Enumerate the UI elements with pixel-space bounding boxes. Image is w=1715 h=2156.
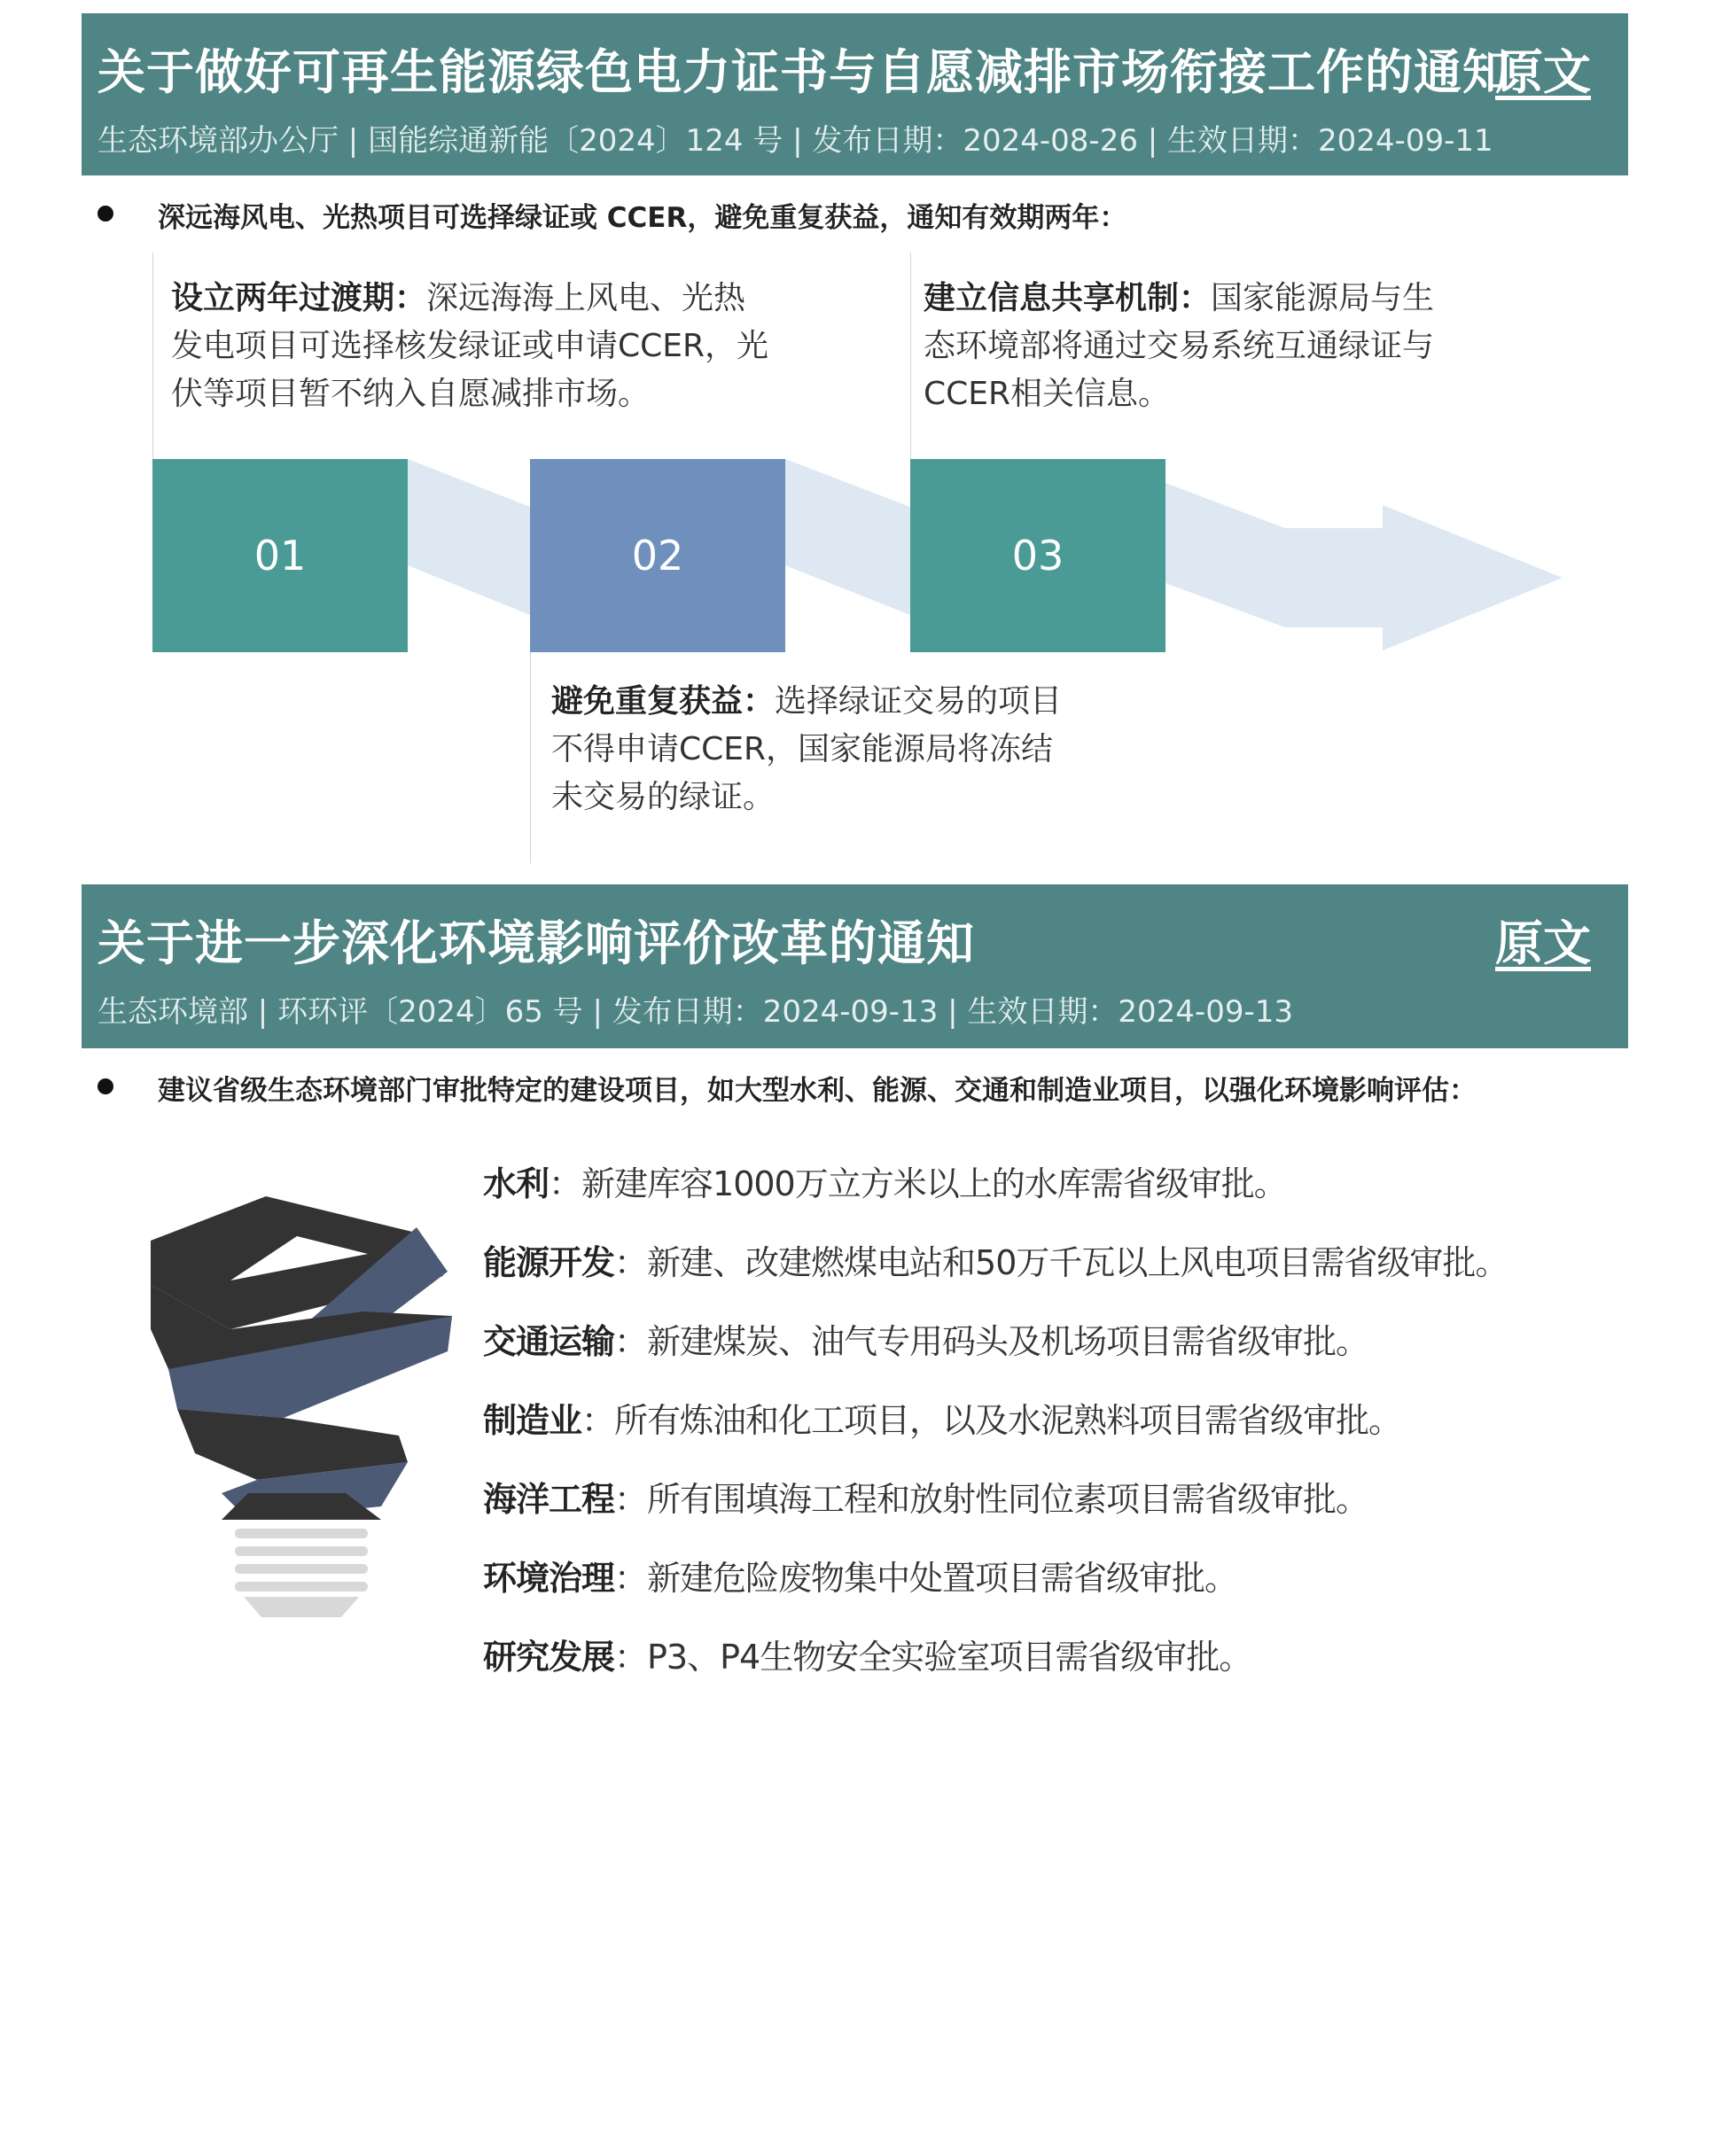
section1-title: 关于做好可再生能源绿色电力证书与自愿减排市场衔接工作的通知 (97, 44, 1511, 100)
arrow-band-2 (785, 459, 910, 615)
arrow-band-1 (408, 459, 530, 615)
list-item: 海洋工程：所有围填海工程和放射性同位素项目需省级审批。 (483, 1480, 1369, 1519)
timeline-connector-3 (910, 253, 911, 459)
timeline-connector-2 (530, 652, 531, 863)
section2-title: 关于进一步深化环境影响评价改革的通知 (97, 915, 975, 971)
step-01-description (171, 275, 774, 418)
section2-banner (82, 884, 1628, 1048)
step-01-text: 深远海海上风电、光热发电项目可选择核发绿证或申请CCER，光伏等项目暂不纳入自愿减排市场。 (171, 280, 769, 412)
list-item: 制造业：所有炼油和化工项目，以及水泥熟料项目需省级审批。 (483, 1401, 1402, 1440)
step-02-heading: 避免重复获益： (551, 683, 776, 720)
step-03-heading: 建立信息共享机制： (924, 280, 1212, 316)
section2-bullet-text: 建议省级生态环境部门审批特定的建设项目，如大型水利、能源、交通和制造业项目，以强化环境影响评估： (158, 1075, 1477, 1107)
section1-original-link[interactable]: 原文 (1495, 44, 1591, 100)
section2-original-link[interactable]: 原文 (1495, 915, 1591, 971)
section1-meta: 生态环境部办公厅 | 国能综通新能〔2024〕124 号 | 发布日期：2024-08-26 | 生效日期：2024-09-11 (97, 123, 1493, 159)
step-01-heading: 设立两年过渡期： (171, 280, 427, 316)
list-item: 交通运输：新建煤炭、油气专用码头及机场项目需省级审批。 (483, 1322, 1369, 1361)
step-02-description (551, 678, 1070, 821)
section2-bullet (97, 1068, 1477, 1108)
step-03-description (924, 275, 1442, 418)
step-02-box: 02 (530, 459, 785, 652)
list-item: 研究发展：P3、P4生物安全实验室项目需省级审批。 (483, 1638, 1252, 1677)
step-02-text: 选择绿证交易的项目不得申请CCER，国家能源局将冻结未交易的绿证。 (551, 683, 1063, 815)
step-03-box: 03 (910, 459, 1165, 652)
lightbulb-icon (142, 1187, 470, 1631)
timeline-connector-1 (152, 253, 153, 459)
step-01-box: 01 (152, 459, 408, 652)
list-item: 环境治理：新建危险废物集中处置项目需省级审批。 (483, 1559, 1238, 1598)
section2-meta: 生态环境部 | 环环评〔2024〕65 号 | 发布日期：2024-09-13 | 生效日期：2024-09-13 (97, 994, 1293, 1030)
list-item: 水利：新建库容1000万立方米以上的水库需省级审批。 (483, 1164, 1287, 1203)
list-item: 能源开发：新建、改建燃煤电站和50万千瓦以上风电项目需省级审批。 (483, 1243, 1508, 1282)
step-03-text: 国家能源局与生态环境部将通过交易系统互通绿证与CCER相关信息。 (924, 280, 1435, 412)
arrow-band-3 (1165, 483, 1563, 650)
section1-bullet-text: 深远海风电、光热项目可选择绿证或 CCER，避免重复获益，通知有效期两年： (158, 202, 1127, 234)
